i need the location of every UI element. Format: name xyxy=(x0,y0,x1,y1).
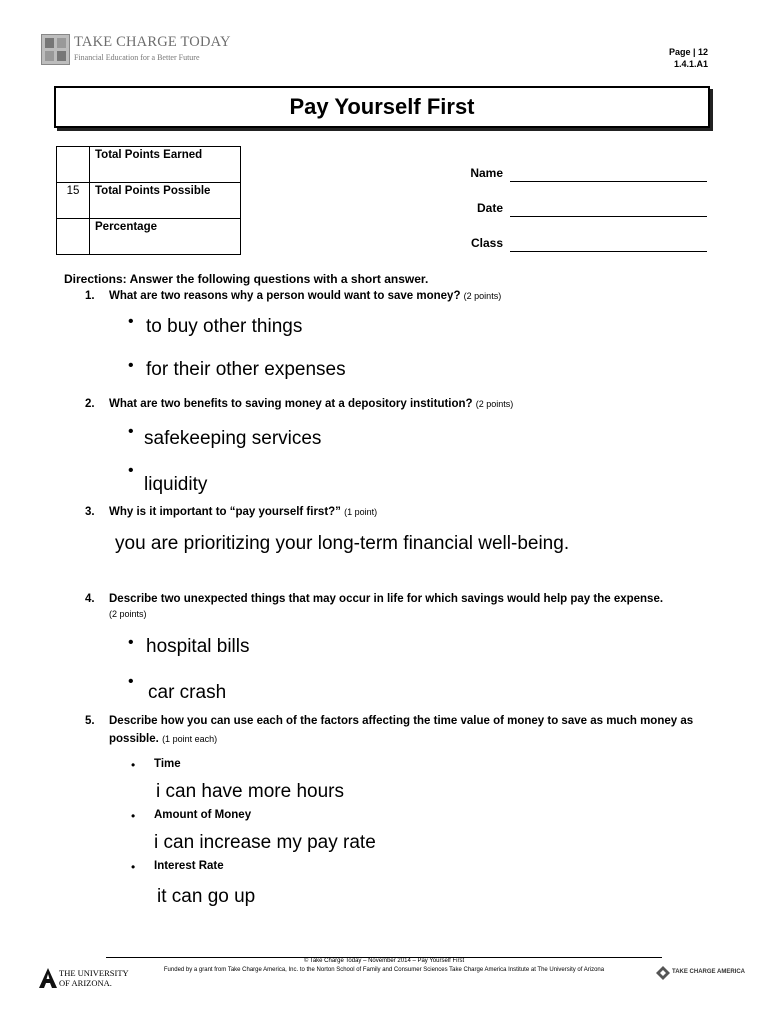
question-5 xyxy=(85,715,725,749)
points-number-cell: 15 xyxy=(57,183,90,219)
factor-bullet-icon: • xyxy=(131,860,136,874)
logo-subtitle: Financial Education for a Better Future xyxy=(74,53,200,62)
answer-bullet-icon: • xyxy=(128,634,134,651)
doc-code: 1.4.1.A1 xyxy=(673,59,708,69)
question-points: (2 points) xyxy=(475,399,514,409)
factor-bullet-icon: • xyxy=(131,758,136,772)
question-1 xyxy=(85,290,685,306)
page-label: Page | 12 xyxy=(668,47,708,57)
date-label: Date xyxy=(476,201,503,215)
university-of-arizona-logo xyxy=(39,966,129,990)
question-text: What are two reasons why a person would want to save money? xyxy=(109,290,461,302)
footer-funded: Funded by a grant from Take Charge America, Inc. to the Norton School of Family and Consumer Sciences Take Charge America Institute at The University of Arizona xyxy=(163,967,605,973)
question-points: (1 point) xyxy=(344,507,378,517)
directions: Directions: Answer the following questions with a short answer. xyxy=(64,272,429,286)
question-points: (1 point each) xyxy=(162,734,218,744)
page-number xyxy=(669,46,708,70)
question-text: What are two benefits to saving money at a depository institution? xyxy=(109,398,473,410)
table-row xyxy=(57,147,241,183)
title-box xyxy=(54,86,710,128)
name-label: Name xyxy=(470,166,503,180)
question-text-line2: possible. xyxy=(109,733,159,745)
take-charge-today-logo xyxy=(41,33,231,67)
points-number-cell xyxy=(57,147,90,183)
name-field[interactable] xyxy=(510,181,707,182)
answer-text: you are prioritizing your long-term financial well-being. xyxy=(115,533,570,554)
factor-label: Amount of Money xyxy=(154,809,252,821)
factor-bullet-icon: • xyxy=(131,809,136,823)
answer-bullet-icon: • xyxy=(128,462,134,479)
answer-bullet-icon: • xyxy=(128,357,134,374)
table-row xyxy=(57,183,241,219)
question-2 xyxy=(85,398,685,414)
ua-line1: THE UNIVERSITY xyxy=(59,968,129,978)
question-number: 3. xyxy=(85,506,95,518)
points-label-cell: Percentage xyxy=(90,219,241,255)
answer-text: for their other expenses xyxy=(146,359,346,380)
question-text: Describe how you can use each of the factors affecting the time value of money to save as much money as xyxy=(109,715,694,727)
answer-bullet-icon: • xyxy=(128,673,134,690)
factor-label: Time xyxy=(154,758,181,770)
factor-label: Interest Rate xyxy=(154,860,224,872)
answer-text: hospital bills xyxy=(146,636,250,657)
answer-text: to buy other things xyxy=(146,316,303,337)
answer-text: it can go up xyxy=(157,886,256,907)
answer-text: liquidity xyxy=(144,474,208,495)
answer-bullet-icon: • xyxy=(128,313,134,330)
question-number: 5. xyxy=(85,715,95,727)
question-points: (2 points) xyxy=(463,291,502,301)
question-number: 4. xyxy=(85,593,95,605)
page-title: Pay Yourself First xyxy=(289,94,475,119)
question-4 xyxy=(85,593,715,623)
answer-text: safekeeping services xyxy=(144,428,322,449)
class-label: Class xyxy=(470,236,503,250)
tca-mark-icon xyxy=(656,966,670,980)
tca-logo-text: TAKE CHARGE AMERICA xyxy=(672,969,745,975)
answer-text: i can increase my pay rate xyxy=(154,832,376,853)
date-field[interactable] xyxy=(510,216,707,217)
question-number: 2. xyxy=(85,398,95,410)
ua-line2: OF ARIZONA. xyxy=(59,978,112,988)
question-3 xyxy=(85,506,685,522)
footer-copyright: © Take Charge Today – November 2014 – Pay Yourself First xyxy=(303,958,465,964)
logo-title: TAKE CHARGE TODAY xyxy=(74,34,231,50)
question-text: Describe two unexpected things that may occur in life for which savings would help pay the expense. xyxy=(109,593,664,605)
question-points: (2 points) xyxy=(109,609,147,619)
answer-text: car crash xyxy=(148,682,227,703)
question-text: Why is it important to “pay yourself first?” xyxy=(109,506,341,518)
table-row xyxy=(57,219,241,255)
points-label-cell: Total Points Possible xyxy=(90,183,241,219)
take-charge-america-logo xyxy=(656,966,744,982)
answer-text: i can have more hours xyxy=(156,781,344,802)
logo-mark-icon xyxy=(41,34,70,65)
points-table xyxy=(56,146,241,255)
class-field[interactable] xyxy=(510,251,707,252)
arizona-a-icon xyxy=(39,968,57,988)
points-label-cell: Total Points Earned xyxy=(90,147,241,183)
answer-bullet-icon: • xyxy=(128,423,134,440)
points-number-cell xyxy=(57,219,90,255)
question-number: 1. xyxy=(85,290,95,302)
